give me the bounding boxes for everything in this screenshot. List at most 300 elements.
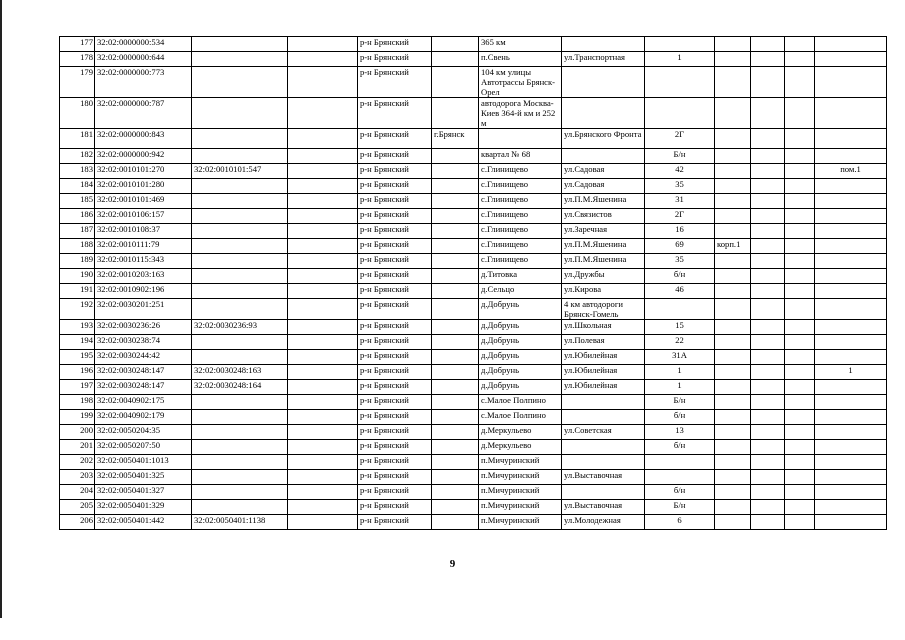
house-number: 13	[645, 425, 715, 440]
row-number: 179	[60, 67, 95, 98]
empty-cell	[288, 425, 358, 440]
district: р-н Брянский	[358, 98, 432, 129]
extra-cell	[785, 37, 815, 52]
city	[432, 209, 479, 224]
extra-cell	[785, 179, 815, 194]
empty-cell	[288, 209, 358, 224]
district: р-н Брянский	[358, 224, 432, 239]
cadastral-number: 32:02:0010101:469	[95, 194, 192, 209]
extra-cell	[785, 515, 815, 530]
related-cadastral-number	[192, 500, 288, 515]
table-row	[60, 440, 887, 455]
table-row	[60, 164, 887, 179]
extra-cell	[785, 425, 815, 440]
table-row	[60, 485, 887, 500]
row-number: 187	[60, 224, 95, 239]
street: ул.Школьная	[562, 320, 645, 335]
cadastral-number: 32:02:0000000:843	[95, 129, 192, 149]
street: ул.Полевая	[562, 335, 645, 350]
district: р-н Брянский	[358, 365, 432, 380]
extra-cell	[751, 410, 785, 425]
locality: д.Добрунь	[479, 350, 562, 365]
table-row	[60, 299, 887, 320]
related-cadastral-number: 32:02:0030236:93	[192, 320, 288, 335]
premises	[815, 320, 887, 335]
street	[562, 149, 645, 164]
extra-cell	[785, 485, 815, 500]
city: г.Брянск	[432, 129, 479, 149]
city	[432, 365, 479, 380]
city	[432, 52, 479, 67]
related-cadastral-number	[192, 284, 288, 299]
city	[432, 455, 479, 470]
extra-cell	[751, 269, 785, 284]
related-cadastral-number	[192, 209, 288, 224]
cadastral-number: 32:02:0030201:251	[95, 299, 192, 320]
row-number: 182	[60, 149, 95, 164]
house-number: 1	[645, 365, 715, 380]
row-number: 200	[60, 425, 95, 440]
building-suffix	[715, 410, 751, 425]
locality: 104 км улицы Автотрассы Брянск-Орел	[479, 67, 562, 98]
related-cadastral-number	[192, 194, 288, 209]
extra-cell	[785, 269, 815, 284]
table-row	[60, 515, 887, 530]
related-cadastral-number	[192, 129, 288, 149]
locality: 365 км	[479, 37, 562, 52]
district: р-н Брянский	[358, 425, 432, 440]
empty-cell	[288, 365, 358, 380]
locality: д.Добрунь	[479, 320, 562, 335]
premises	[815, 149, 887, 164]
house-number: 35	[645, 179, 715, 194]
extra-cell	[751, 515, 785, 530]
street	[562, 485, 645, 500]
empty-cell	[288, 455, 358, 470]
premises	[815, 335, 887, 350]
city	[432, 67, 479, 98]
row-number: 181	[60, 129, 95, 149]
table-row	[60, 179, 887, 194]
locality: д.Добрунь	[479, 380, 562, 395]
district: р-н Брянский	[358, 52, 432, 67]
empty-cell	[288, 269, 358, 284]
district: р-н Брянский	[358, 239, 432, 254]
empty-cell	[288, 149, 358, 164]
house-number: Б/н	[645, 395, 715, 410]
building-suffix	[715, 515, 751, 530]
locality: д.Меркульево	[479, 425, 562, 440]
empty-cell	[288, 320, 358, 335]
district: р-н Брянский	[358, 254, 432, 269]
building-suffix	[715, 284, 751, 299]
row-number: 195	[60, 350, 95, 365]
street: ул.Связистов	[562, 209, 645, 224]
house-number: б/н	[645, 485, 715, 500]
related-cadastral-number	[192, 470, 288, 485]
table-row	[60, 239, 887, 254]
extra-cell	[785, 67, 815, 98]
extra-cell	[751, 395, 785, 410]
city	[432, 224, 479, 239]
street: ул.Заречная	[562, 224, 645, 239]
table-body	[60, 37, 887, 530]
city	[432, 410, 479, 425]
cadastral-number: 32:02:0010111:79	[95, 239, 192, 254]
extra-cell	[751, 67, 785, 98]
extra-cell	[751, 284, 785, 299]
premises	[815, 380, 887, 395]
row-number: 196	[60, 365, 95, 380]
locality: п.Мичуринский	[479, 470, 562, 485]
house-number: 2Г	[645, 209, 715, 224]
empty-cell	[288, 129, 358, 149]
building-suffix	[715, 320, 751, 335]
street: ул.Выставочная	[562, 500, 645, 515]
table-row	[60, 365, 887, 380]
building-suffix	[715, 365, 751, 380]
related-cadastral-number	[192, 269, 288, 284]
row-number: 201	[60, 440, 95, 455]
empty-cell	[288, 500, 358, 515]
district: р-н Брянский	[358, 410, 432, 425]
empty-cell	[288, 395, 358, 410]
city	[432, 425, 479, 440]
extra-cell	[785, 149, 815, 164]
premises	[815, 485, 887, 500]
building-suffix	[715, 335, 751, 350]
extra-cell	[751, 320, 785, 335]
district: р-н Брянский	[358, 179, 432, 194]
cadastral-number: 32:02:0040902:175	[95, 395, 192, 410]
page-number: 9	[449, 558, 456, 570]
district: р-н Брянский	[358, 380, 432, 395]
cadastral-number: 32:02:0010115:343	[95, 254, 192, 269]
empty-cell	[288, 335, 358, 350]
cadastral-number: 32:02:0000000:534	[95, 37, 192, 52]
table-row	[60, 129, 887, 149]
extra-cell	[785, 440, 815, 455]
street: 4 км автодороги Брянск-Гомель	[562, 299, 645, 320]
table-row	[60, 67, 887, 98]
extra-cell	[751, 470, 785, 485]
street	[562, 37, 645, 52]
premises	[815, 179, 887, 194]
extra-cell	[785, 335, 815, 350]
street: ул.Советская	[562, 425, 645, 440]
cadastral-number: 32:02:0050207:50	[95, 440, 192, 455]
cadastral-number: 32:02:0030248:147	[95, 365, 192, 380]
extra-cell	[785, 410, 815, 425]
related-cadastral-number	[192, 440, 288, 455]
extra-cell	[785, 395, 815, 410]
table-row	[60, 470, 887, 485]
city	[432, 269, 479, 284]
street: ул.Выставочная	[562, 470, 645, 485]
district: р-н Брянский	[358, 284, 432, 299]
locality: с.Глинищево	[479, 209, 562, 224]
city	[432, 37, 479, 52]
extra-cell	[785, 209, 815, 224]
city	[432, 164, 479, 179]
city	[432, 350, 479, 365]
building-suffix	[715, 380, 751, 395]
related-cadastral-number	[192, 425, 288, 440]
extra-cell	[751, 164, 785, 179]
locality: с.Глинищево	[479, 164, 562, 179]
extra-cell	[785, 164, 815, 179]
building-suffix	[715, 269, 751, 284]
street	[562, 440, 645, 455]
city	[432, 485, 479, 500]
locality: д.Добрунь	[479, 299, 562, 320]
extra-cell	[785, 284, 815, 299]
street	[562, 455, 645, 470]
house-number	[645, 98, 715, 129]
extra-cell	[785, 380, 815, 395]
city	[432, 470, 479, 485]
row-number: 198	[60, 395, 95, 410]
extra-cell	[785, 52, 815, 67]
building-suffix: корп.1	[715, 239, 751, 254]
row-number: 204	[60, 485, 95, 500]
building-suffix	[715, 350, 751, 365]
related-cadastral-number	[192, 149, 288, 164]
extra-cell	[751, 440, 785, 455]
district: р-н Брянский	[358, 440, 432, 455]
premises	[815, 299, 887, 320]
extra-cell	[751, 149, 785, 164]
premises	[815, 395, 887, 410]
premises	[815, 425, 887, 440]
locality: с.Глинищево	[479, 224, 562, 239]
extra-cell	[785, 98, 815, 129]
district: р-н Брянский	[358, 455, 432, 470]
extra-cell	[785, 455, 815, 470]
building-suffix	[715, 179, 751, 194]
extra-cell	[785, 194, 815, 209]
premises	[815, 209, 887, 224]
table-row	[60, 149, 887, 164]
building-suffix	[715, 224, 751, 239]
cadastral-number: 32:02:0050401:442	[95, 515, 192, 530]
row-number: 189	[60, 254, 95, 269]
extra-cell	[751, 380, 785, 395]
table-row	[60, 350, 887, 365]
street: ул.Юбилейная	[562, 350, 645, 365]
empty-cell	[288, 350, 358, 365]
cadastral-number: 32:02:0050204:35	[95, 425, 192, 440]
row-number: 186	[60, 209, 95, 224]
empty-cell	[288, 224, 358, 239]
related-cadastral-number	[192, 455, 288, 470]
extra-cell	[785, 320, 815, 335]
empty-cell	[288, 380, 358, 395]
street: ул.Дружбы	[562, 269, 645, 284]
empty-cell	[288, 52, 358, 67]
street: ул.Юбилейная	[562, 380, 645, 395]
cadastral-number: 32:02:0010108:37	[95, 224, 192, 239]
locality: д.Сельцо	[479, 284, 562, 299]
premises	[815, 194, 887, 209]
empty-cell	[288, 254, 358, 269]
table-row	[60, 284, 887, 299]
house-number: 46	[645, 284, 715, 299]
locality: квартал № 68	[479, 149, 562, 164]
extra-cell	[751, 254, 785, 269]
table-row	[60, 254, 887, 269]
row-number: 202	[60, 455, 95, 470]
locality: д.Добрунь	[479, 335, 562, 350]
building-suffix	[715, 440, 751, 455]
house-number: 31	[645, 194, 715, 209]
street	[562, 410, 645, 425]
table-row	[60, 52, 887, 67]
row-number: 177	[60, 37, 95, 52]
locality: автодорога Москва-Киев 364-й км и 252 м	[479, 98, 562, 129]
street: ул.Садовая	[562, 179, 645, 194]
building-suffix	[715, 52, 751, 67]
cadastral-number: 32:02:0030244:42	[95, 350, 192, 365]
house-number: Б/н	[645, 149, 715, 164]
extra-cell	[785, 365, 815, 380]
district: р-н Брянский	[358, 335, 432, 350]
extra-cell	[751, 485, 785, 500]
house-number: 1	[645, 380, 715, 395]
building-suffix	[715, 395, 751, 410]
locality: с.Глинищево	[479, 239, 562, 254]
related-cadastral-number	[192, 299, 288, 320]
row-number: 192	[60, 299, 95, 320]
district: р-н Брянский	[358, 395, 432, 410]
locality: п.Мичуринский	[479, 455, 562, 470]
cadastral-number: 32:02:0050401:329	[95, 500, 192, 515]
table-row	[60, 425, 887, 440]
premises	[815, 500, 887, 515]
cadastral-number: 32:02:0010106:157	[95, 209, 192, 224]
building-suffix	[715, 299, 751, 320]
cadastral-number: 32:02:0010902:196	[95, 284, 192, 299]
related-cadastral-number	[192, 67, 288, 98]
extra-cell	[751, 37, 785, 52]
extra-cell	[751, 299, 785, 320]
street: ул.Кирова	[562, 284, 645, 299]
row-number: 190	[60, 269, 95, 284]
extra-cell	[785, 224, 815, 239]
row-number: 183	[60, 164, 95, 179]
related-cadastral-number	[192, 37, 288, 52]
locality: п.Мичуринский	[479, 500, 562, 515]
locality: с.Глинищево	[479, 254, 562, 269]
row-number: 178	[60, 52, 95, 67]
cadastral-number: 32:02:0050401:1013	[95, 455, 192, 470]
house-number: 22	[645, 335, 715, 350]
city	[432, 254, 479, 269]
premises	[815, 239, 887, 254]
empty-cell	[288, 440, 358, 455]
related-cadastral-number	[192, 254, 288, 269]
extra-cell	[785, 239, 815, 254]
house-number: б/н	[645, 269, 715, 284]
city	[432, 179, 479, 194]
related-cadastral-number	[192, 350, 288, 365]
premises	[815, 52, 887, 67]
cadastral-number: 32:02:0000000:942	[95, 149, 192, 164]
house-number: 1	[645, 52, 715, 67]
city	[432, 194, 479, 209]
house-number: 6	[645, 515, 715, 530]
extra-cell	[751, 194, 785, 209]
district: р-н Брянский	[358, 299, 432, 320]
locality: с.Глинищево	[479, 179, 562, 194]
building-suffix	[715, 470, 751, 485]
building-suffix	[715, 164, 751, 179]
related-cadastral-number	[192, 239, 288, 254]
extra-cell	[785, 350, 815, 365]
empty-cell	[288, 410, 358, 425]
related-cadastral-number: 32:02:0030248:164	[192, 380, 288, 395]
related-cadastral-number: 32:02:0030248:163	[192, 365, 288, 380]
extra-cell	[751, 224, 785, 239]
premises	[815, 37, 887, 52]
extra-cell	[751, 455, 785, 470]
row-number: 203	[60, 470, 95, 485]
house-number	[645, 67, 715, 98]
empty-cell	[288, 98, 358, 129]
city	[432, 500, 479, 515]
cadastral-number: 32:02:0040902:179	[95, 410, 192, 425]
extra-cell	[751, 425, 785, 440]
row-number: 199	[60, 410, 95, 425]
table-row	[60, 37, 887, 52]
city	[432, 440, 479, 455]
district: р-н Брянский	[358, 209, 432, 224]
empty-cell	[288, 515, 358, 530]
premises	[815, 455, 887, 470]
related-cadastral-number	[192, 52, 288, 67]
city	[432, 299, 479, 320]
table-row	[60, 455, 887, 470]
street	[562, 67, 645, 98]
row-number: 184	[60, 179, 95, 194]
cadastral-number: 32:02:0010101:280	[95, 179, 192, 194]
row-number: 191	[60, 284, 95, 299]
district: р-н Брянский	[358, 67, 432, 98]
premises	[815, 410, 887, 425]
street	[562, 98, 645, 129]
district: р-н Брянский	[358, 129, 432, 149]
building-suffix	[715, 425, 751, 440]
table-row	[60, 380, 887, 395]
cadastral-number: 32:02:0000000:644	[95, 52, 192, 67]
table-row	[60, 395, 887, 410]
locality: с.Малое Полпино	[479, 395, 562, 410]
related-cadastral-number	[192, 410, 288, 425]
district: р-н Брянский	[358, 164, 432, 179]
house-number	[645, 470, 715, 485]
premises	[815, 350, 887, 365]
city	[432, 380, 479, 395]
house-number: Б/н	[645, 500, 715, 515]
table-row	[60, 194, 887, 209]
street: ул.Молодежная	[562, 515, 645, 530]
extra-cell	[751, 239, 785, 254]
extra-cell	[751, 209, 785, 224]
extra-cell	[785, 500, 815, 515]
premises	[815, 224, 887, 239]
empty-cell	[288, 284, 358, 299]
district: р-н Брянский	[358, 194, 432, 209]
